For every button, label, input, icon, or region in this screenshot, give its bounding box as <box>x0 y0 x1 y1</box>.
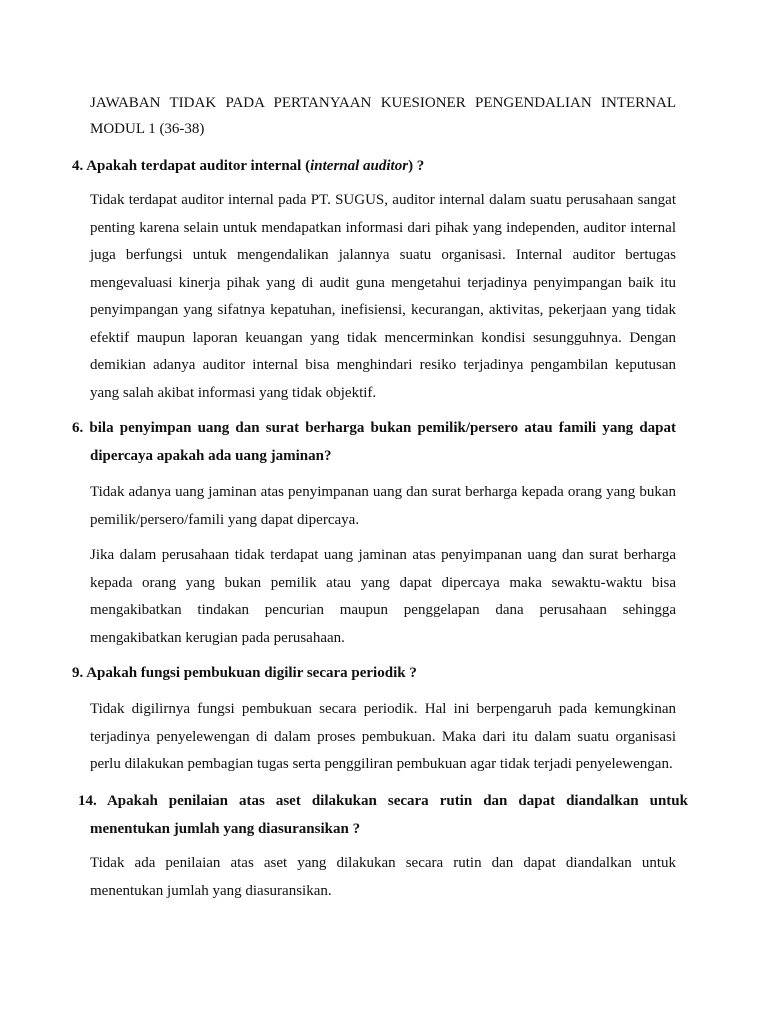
question-9-number: 9. <box>72 665 84 681</box>
answer-4: Tidak terdapat auditor internal pada PT. SUGUS, auditor internal dalam suatu perusahaan sangat penting karena selain untuk mendapatkan informasi dari pihak yang independen, auditor internal juga berfungsi untuk mengendalikan jalannya suatu organisasi. Internal auditor bertugas mengevaluasi kinerja pihak yang di audit guna mengetahui terjadinya penyimpangan baik itu penyimpangan yang sifatnya kepatuhan, inefisiensi, kecurangan, aktivitas, pekerjaan yang tidak efektif maupun laporan keuangan yang tidak mencerminkan kondisi sesungguhnya. Dengan demikian adanya auditor internal bisa menghindari resiko terjadinya pengambilan keputusan yang salah akibat informasi yang tidak objektif. <box>90 192 676 401</box>
question-6 <box>72 414 676 470</box>
question-4-number: 4. <box>72 158 84 174</box>
question-14-number: 14. <box>78 793 97 809</box>
question-4 <box>72 152 676 180</box>
answer-9: Tidak digilirnya fungsi pembukuan secara periodik. Hal ini berpengaruh pada kemungkinan terjadinya penyelewengan di dalam proses pembukuan. Maka dari itu dalam suatu organisasi perlu dilakukan pembagian tugas serta penggiliran pembukuan agar tidak terjadi penyelewengan. <box>90 701 676 772</box>
answer-6-paragraph-1: Tidak adanya uang jaminan atas penyimpanan uang dan surat berharga kepada orang yang bukan pemilik/persero/famili yang dapat dipercaya. <box>90 484 676 528</box>
document-title <box>90 90 676 142</box>
question-4-text-after: ) ? <box>408 158 425 174</box>
question-9-text: Apakah fungsi pembukuan digilir secara periodik ? <box>86 665 417 681</box>
title-line-2: MODUL 1 (36-38) <box>90 121 205 137</box>
question-6-text: bila penyimpan uang dan surat berharga bukan pemilik/persero atau famili yang dapat dipercaya apakah ada uang jaminan? <box>89 420 677 464</box>
question-14-text: Apakah penilaian atas aset dilakukan secara rutin dan dapat diandalkan untuk menentukan jumlah yang diasuransikan ? <box>90 793 688 837</box>
question-9 <box>72 659 676 687</box>
answer-14: Tidak ada penilaian atas aset yang dilakukan secara rutin dan dapat diandalkan untuk menentukan jumlah yang diasuransikan. <box>90 855 676 899</box>
question-4-text-italic: internal auditor <box>310 158 409 174</box>
question-14 <box>78 787 688 843</box>
answer-6-paragraph-2: Jika dalam perusahaan tidak terdapat uang jaminan atas penyimpanan uang dan surat berharga kepada orang yang bukan pemilik atau yang dapat dipercaya maka sewaktu-waktu bisa mengakibatkan tindakan pencurian maupun penggelapan dana perusahaan sehingga mengakibatkan kerugian pada perusahaan. <box>90 547 676 646</box>
question-4-text-before: Apakah terdapat auditor internal ( <box>86 158 311 174</box>
title-line-1: JAWABAN TIDAK PADA PERTANYAAN KUESIONER PENGENDALIAN INTERNAL <box>90 95 676 111</box>
question-6-number: 6. <box>72 420 84 436</box>
